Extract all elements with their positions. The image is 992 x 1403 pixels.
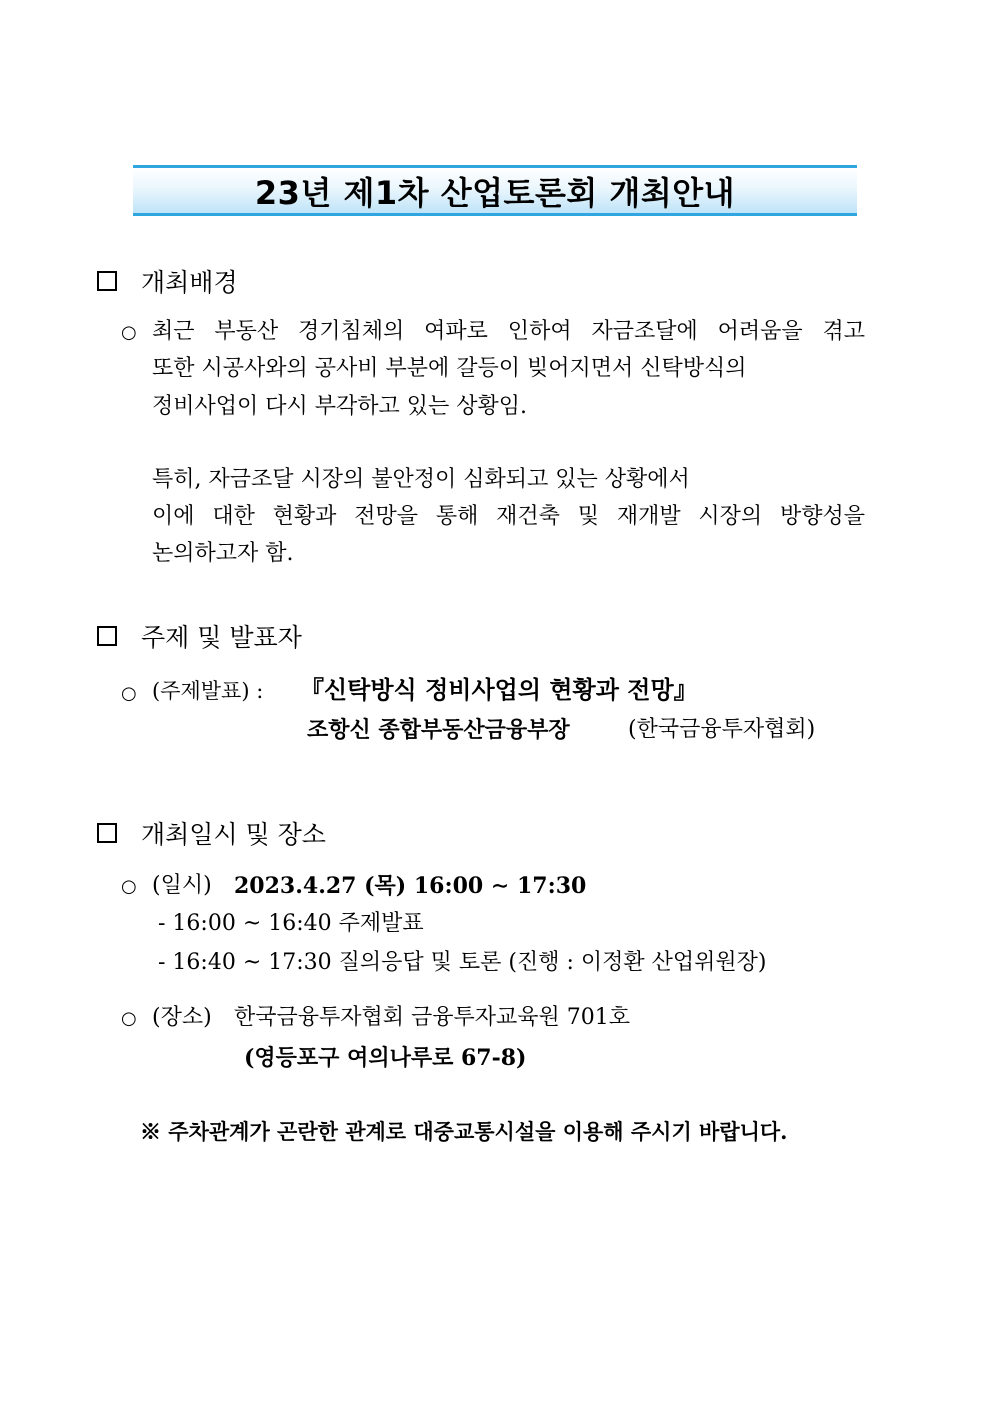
circle-bullet-icon: ○: [121, 876, 137, 897]
checkbox-square-icon: [97, 626, 117, 646]
background-paragraph-line: 논의하고자 함.: [152, 541, 294, 566]
title-banner: [133, 165, 857, 216]
place-value: 한국금융투자협회 금융투자교육원 701호: [234, 1005, 631, 1030]
section-heading-topic: [97, 618, 302, 654]
section-heading-background: [97, 263, 238, 299]
topic-title: 『신탁방식 정비사업의 현황과 전망』: [300, 675, 698, 704]
background-paragraph-line: 이에 대한 현황과 전망을 통해 재건축 및 재개발 시장의 방향성을: [152, 504, 865, 529]
background-paragraph-line: 또한 시공사와의 공사비 부분에 갈등이 빚어지면서 신탁방식의: [152, 356, 747, 381]
section-heading-schedule: [97, 815, 326, 851]
section-title: 주제 및 발표자: [141, 623, 302, 652]
background-paragraph-line: 최근 부동산 경기침체의 여파로 인하여 자금조달에 어려움을 겪고: [152, 319, 865, 344]
parking-notice: ※ 주차관계가 곤란한 관계로 대중교통시설을 이용해 주시기 바랍니다.: [140, 1119, 788, 1144]
checkbox-square-icon: [97, 823, 117, 843]
datetime-value: 2023.4.27 (목) 16:00 ∼ 17:30: [234, 873, 587, 899]
background-paragraph-line: 정비사업이 다시 부각하고 있는 상황임.: [152, 394, 527, 419]
presenter-organization: (한국금융투자협회): [628, 717, 816, 742]
circle-bullet-icon: ○: [121, 322, 137, 343]
section-title: 개최일시 및 장소: [141, 820, 326, 849]
place-label: (장소): [152, 1005, 212, 1030]
topic-label: (주제발표) :: [152, 679, 264, 703]
schedule-item: - 16:40 ~ 17:30 질의응답 및 토론 (진행 : 이정환 산업위원장): [158, 950, 767, 975]
background-paragraph-line: 특히, 자금조달 시장의 불안정이 심화되고 있는 상황에서: [152, 467, 690, 492]
section-title: 개최배경: [141, 268, 238, 297]
page-title: 23년 제1차 산업토론회 개최안내: [254, 173, 736, 212]
place-address: (영등포구 여의나루로 67-8): [244, 1045, 527, 1071]
presenter-name: 조항신 종합부동산금융부장: [307, 717, 570, 743]
schedule-item: - 16:00 ~ 16:40 주제발표: [158, 911, 424, 936]
checkbox-square-icon: [97, 271, 117, 291]
circle-bullet-icon: ○: [121, 683, 137, 704]
circle-bullet-icon: ○: [121, 1008, 137, 1029]
datetime-label: (일시): [152, 873, 212, 898]
